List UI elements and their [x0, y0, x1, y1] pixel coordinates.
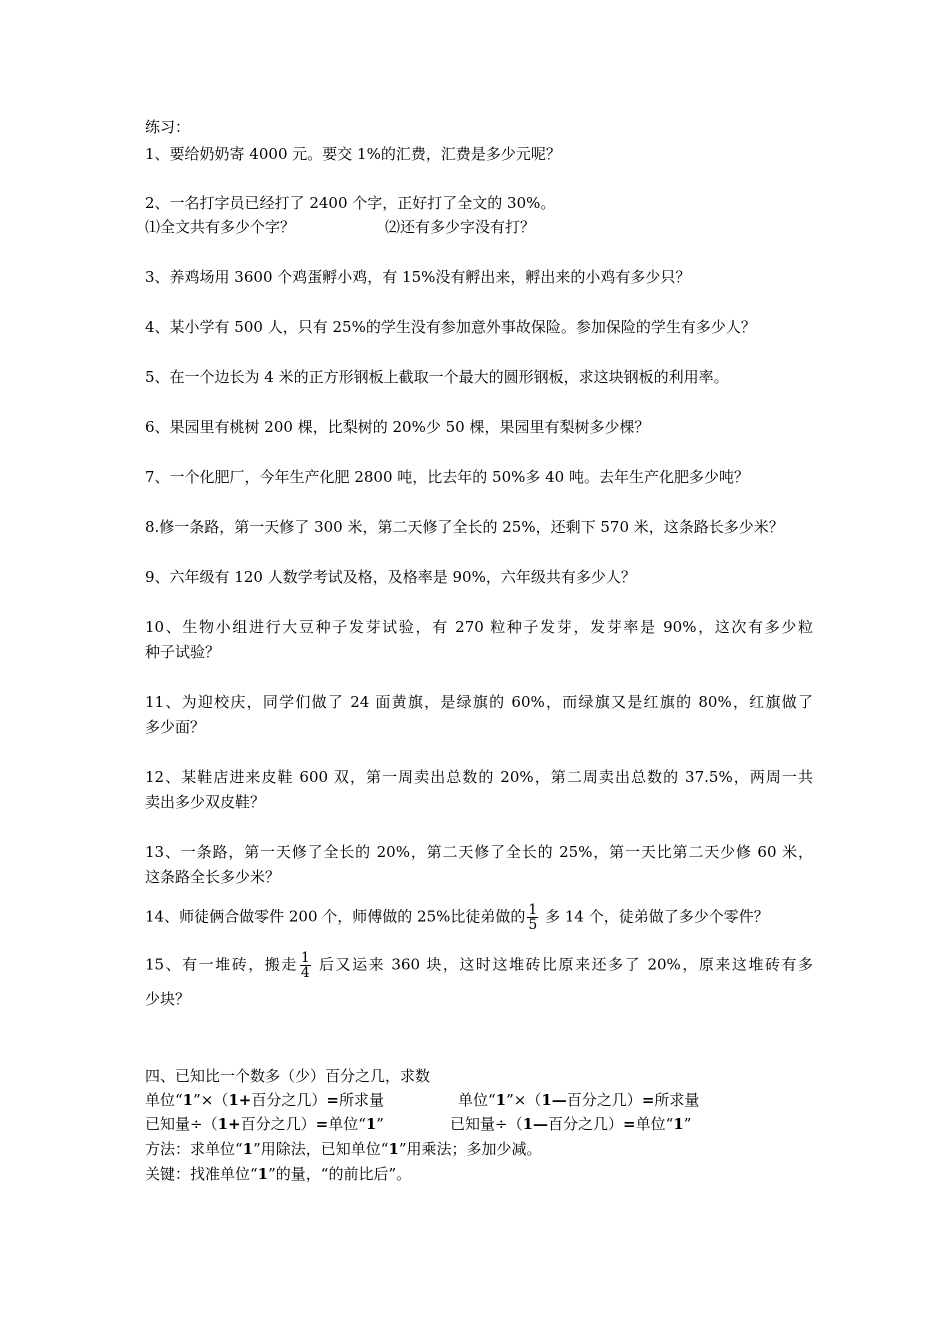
formula-divide-more: [145, 1114, 384, 1134]
formula-bold: 1—: [541, 1091, 567, 1109]
formula-text: 已知量÷（: [145, 1115, 218, 1133]
question-5: 5、在一个边长为 4 米的正方形钢板上截取一个最大的圆形钢板，求这块钢板的利用率。: [145, 368, 729, 386]
question-15-line-1: [145, 951, 813, 980]
question-15-text-end: 后又运来 360 块，这时这堆砖比原来还多了 20%，原来这堆砖有多: [312, 955, 813, 974]
formula-bold: 1+: [228, 1091, 252, 1109]
question-2-sub-1: ⑴全文共有多少个字？: [145, 218, 296, 236]
key-text: ”的量，“的前比后”。: [268, 1165, 412, 1183]
exercise-heading: 练习：: [145, 118, 191, 136]
question-2-sub-2: ⑵还有多少字没有打？: [385, 218, 536, 236]
question-12-line-1: 12、某鞋店进来皮鞋 600 双，第一周卖出总数的 20%，第二周卖出总数的 37.5%，两周一共: [145, 768, 813, 786]
fraction-one-quarter: [300, 951, 311, 980]
method-note: [145, 1139, 542, 1159]
formula-bold: =: [641, 1091, 655, 1109]
question-10-line-2: 种子试验？: [145, 643, 221, 661]
question-9: 9、六年级有 120 人数学考试及格，及格率是 90%，六年级共有多少人？: [145, 568, 636, 586]
formula-text: 所求量: [338, 1091, 384, 1109]
formula-text: 百分之几）: [251, 1091, 327, 1109]
formula-text: 所求量: [654, 1091, 700, 1109]
formula-bold: 1: [495, 1091, 507, 1109]
question-2: 2、一名打字员已经打了 2400 个字，正好打了全文的 30%。: [145, 194, 556, 212]
question-11-line-1: 11、为迎校庆，同学们做了 24 面黄旗，是绿旗的 60%，而绿旗又是红旗的 80%，红旗做了: [145, 693, 813, 711]
formula-multiply-less: [458, 1090, 699, 1110]
formula-text: 单位“: [635, 1115, 674, 1133]
fraction-one-fifth: [527, 903, 538, 932]
formula-divide-less: [450, 1114, 691, 1134]
formula-text: 单位“: [458, 1091, 496, 1109]
formula-text: 百分之几）: [548, 1115, 624, 1133]
question-7: 7、一个化肥厂，今年生产化肥 2800 吨，比去年的 50%多 40 吨。去年生产化肥多少吨？: [145, 468, 749, 486]
formula-bold: 1—: [522, 1115, 549, 1133]
question-8: 8.修一条路，第一天修了 300 米，第二天修了全长的 25%，还剩下 570 米，这条路长多少米？: [145, 518, 784, 536]
method-bold: 1: [388, 1140, 399, 1158]
question-15-text-start: 15、有一堆砖，搬走: [145, 955, 298, 974]
question-14: [145, 903, 769, 932]
question-15-line-2: 少块？: [145, 990, 191, 1008]
question-13-line-1: 13、一条路，第一天修了全长的 20%，第二天修了全长的 25%，第一天比第二天少修 60 米，: [145, 843, 813, 861]
key-note: [145, 1164, 411, 1184]
formula-text: 百分之几）: [240, 1115, 316, 1133]
fraction-numerator: 1: [300, 950, 310, 966]
method-text: ”用除法，已知单位“: [253, 1140, 389, 1158]
question-14-text-end: 多 14 个，徒弟做了多少个零件？: [540, 907, 769, 926]
question-10-line-1: 10、生物小组进行大豆种子发芽试验，有 270 粒种子发芽，发芽率是 90%，这次有多少粒: [145, 618, 813, 636]
formula-text: ”: [683, 1115, 692, 1133]
key-text: 关键：找准单位“: [145, 1165, 258, 1183]
question-13-line-2: 这条路全长多少米？: [145, 868, 281, 886]
formula-text: ”×（: [193, 1091, 229, 1109]
formula-text: 单位“: [328, 1115, 366, 1133]
formula-bold: =: [326, 1091, 339, 1109]
key-bold: 1: [257, 1165, 269, 1183]
formula-text: ”×（: [506, 1091, 542, 1109]
question-1: 1、要给奶奶寄 4000 元。要交 1%的汇费，汇费是多少元呢？: [145, 145, 561, 163]
fraction-denominator: 4: [300, 965, 310, 981]
formula-text: 已知量÷（: [450, 1115, 523, 1133]
formula-text: 单位“: [145, 1091, 183, 1109]
question-6: 6、果园里有桃树 200 棵，比梨树的 20%少 50 棵，果园里有梨树多少棵？: [145, 418, 650, 436]
fraction-denominator: 5: [528, 917, 538, 933]
formula-bold: 1: [673, 1115, 684, 1133]
method-text: 方法：求单位“: [145, 1140, 243, 1158]
formula-bold: 1: [182, 1091, 194, 1109]
question-14-text-start: 14、师徒俩合做零件 200 个，师傅做的 25%比徒弟做的: [145, 907, 526, 926]
formula-bold: =: [623, 1115, 636, 1133]
question-4: 4、某小学有 500 人，只有 25%的学生没有参加意外事故保险。参加保险的学生有多少人？: [145, 318, 756, 336]
formula-multiply-more: [145, 1090, 384, 1110]
formula-bold: 1+: [217, 1115, 241, 1133]
section-4-title: 四、已知比一个数多（少）百分之几，求数: [145, 1067, 431, 1085]
fraction-numerator: 1: [528, 902, 538, 918]
question-12-line-2: 卖出多少双皮鞋？: [145, 793, 266, 811]
formula-text: ”: [376, 1115, 384, 1133]
formula-text: 百分之几）: [566, 1091, 642, 1109]
question-3: 3、养鸡场用 3600 个鸡蛋孵小鸡，有 15%没有孵出来，孵出来的小鸡有多少只？: [145, 268, 691, 286]
method-bold: 1: [242, 1140, 254, 1158]
question-11-line-2: 多少面？: [145, 718, 206, 736]
formula-bold: 1: [365, 1115, 377, 1133]
method-text: ”用乘法；多加少减。: [398, 1140, 542, 1158]
formula-bold: =: [315, 1115, 329, 1133]
